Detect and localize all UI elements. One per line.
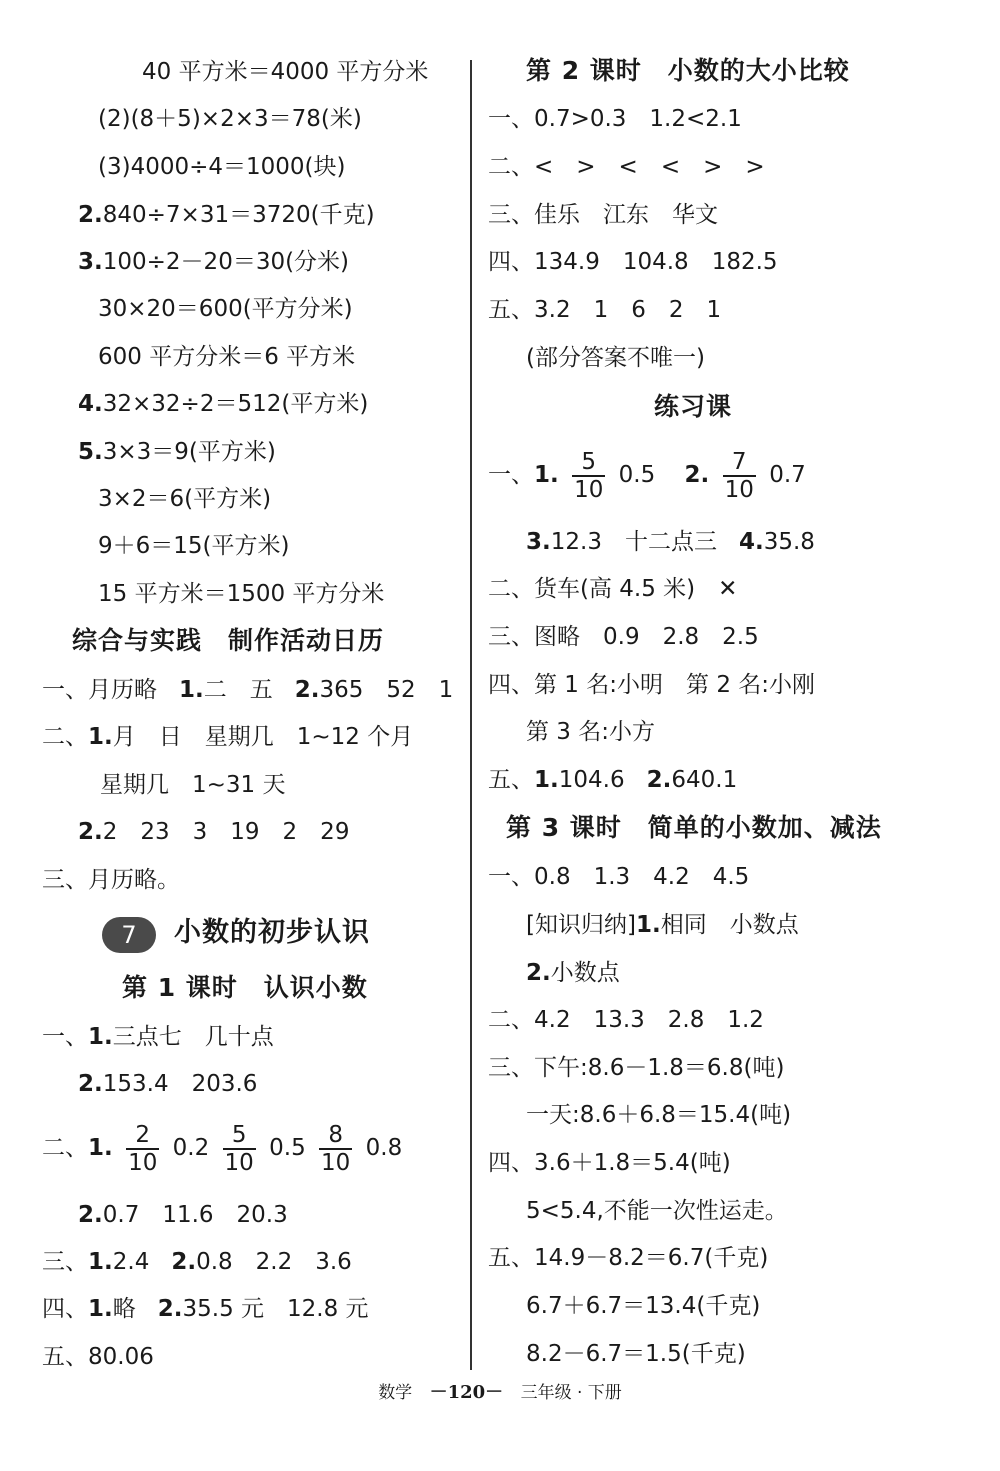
answer-line: 星期几 1~31 天 — [100, 772, 286, 798]
answer-line: 二、4.2 13.3 2.8 1.2 — [488, 1007, 764, 1033]
lesson-heading: 第 1 课时 认识小数 — [122, 973, 368, 1002]
answer-line: 40 平方米＝4000 平方分米 — [142, 59, 429, 85]
answer-line: 2.153.4 203.6 — [78, 1071, 258, 1097]
answer-line: 第 3 名:小方 — [526, 719, 656, 745]
section-heading: 综合与实践 制作活动日历 — [72, 626, 385, 655]
answer-line: 8.2－6.7＝1.5(千克) — [526, 1341, 746, 1367]
column-divider — [470, 60, 472, 1370]
answer-line: (部分答案不唯一) — [526, 345, 705, 371]
answer-line: 2.小数点 — [526, 960, 620, 986]
page-number: －120－ — [429, 1382, 504, 1403]
answer-line: 一、月历略 1.二 五 2.365 52 1 — [42, 677, 454, 703]
answer-line: 一天:8.6＋6.8＝15.4(吨) — [526, 1102, 792, 1128]
answer-line: 2.840÷7×31＝3720(千克) — [78, 202, 375, 228]
answer-line: 600 平方分米＝6 平方米 — [98, 344, 356, 370]
answer-line: 15 平方米＝1500 平方分米 — [98, 581, 385, 607]
answer-line: (2)(8＋5)×2×3＝78(米) — [98, 106, 362, 132]
answer-line: 五、80.06 — [42, 1344, 154, 1370]
answer-line: (3)4000÷4＝1000(块) — [98, 154, 346, 180]
section-heading: 练习课 — [654, 392, 733, 421]
answer-line: [知识归纳]1.相同 小数点 — [526, 912, 799, 938]
answer-line: 3.100÷2－20＝30(分米) — [78, 249, 350, 275]
answer-line: 30×20＝600(平方分米) — [98, 296, 353, 322]
answer-line: 二、1.月 日 星期几 1~12 个月 — [42, 724, 414, 750]
fraction: $\frac{2}{10}$ — [128, 1121, 158, 1176]
answer-line: 5.3×3＝9(平方米) — [78, 439, 276, 465]
answer-line: 三、下午:8.6－1.8＝6.8(吨) — [488, 1055, 785, 1081]
answer-line: 4.32×32÷2＝512(平方米) — [78, 391, 369, 417]
fraction: $\frac{7}{10}$ — [724, 448, 754, 503]
answer-line: 3.12.3 十二点三 4.35.8 — [526, 529, 815, 555]
answer-line: 五、1.104.6 2.640.1 — [488, 767, 738, 793]
answer-line: 三、图略 0.9 2.8 2.5 — [488, 624, 759, 650]
page-footer — [0, 1378, 1000, 1404]
answer-line: 3×2＝6(平方米) — [98, 486, 272, 512]
answer-line: 一、0.8 1.3 4.2 4.5 — [488, 864, 750, 890]
answer-line: 四、134.9 104.8 182.5 — [488, 249, 778, 275]
answer-line: 二、< > < < > > — [488, 154, 765, 180]
answer-line: 一、1.三点七 几十点 — [42, 1024, 274, 1050]
answer-line: 五、3.2 1 6 2 1 — [488, 297, 722, 323]
answer-line: 三、佳乐 江东 华文 — [488, 202, 718, 228]
answer-line: 二、1. $\frac{2}{10}$ 0.2 $\frac{5}{10}$ 0.5 $\frac{8}{10}$ 0.8 — [42, 1121, 403, 1176]
answer-line: 一、0.7>0.3 1.2<2.1 — [488, 106, 742, 132]
unit-number-badge: 7 — [102, 917, 156, 953]
answer-line: 6.7＋6.7＝13.4(千克) — [526, 1293, 761, 1319]
unit-title: 7 小数的初步认识 — [102, 913, 370, 954]
answer-line: 2.2 23 3 19 2 29 — [78, 819, 350, 845]
answer-line: 三、1.2.4 2.0.8 2.2 3.6 — [42, 1249, 352, 1275]
answer-line: 二、货车(高 4.5 米) ✕ — [488, 576, 738, 602]
answer-line: 四、3.6＋1.8＝5.4(吨) — [488, 1150, 731, 1176]
answer-line: 一、1. $\frac{5}{10}$ 0.5 2. $\frac{7}{10}$ 0.7 — [488, 448, 806, 503]
answer-line: 四、第 1 名:小明 第 2 名:小刚 — [488, 672, 816, 698]
lesson-heading: 第 2 课时 小数的大小比较 — [526, 56, 850, 85]
lesson-heading: 第 3 课时 简单的小数加、减法 — [506, 813, 882, 842]
answer-line: 五、14.9－8.2＝6.7(千克) — [488, 1245, 769, 1271]
answer-line: 四、1.略 2.35.5 元 12.8 元 — [42, 1296, 369, 1322]
footer-subject: 数学 — [378, 1383, 413, 1403]
answer-line: 5<5.4,不能一次性运走。 — [526, 1198, 788, 1224]
answer-line: 9＋6＝15(平方米) — [98, 533, 290, 559]
answer-line: 三、月历略。 — [42, 867, 180, 893]
answer-line: 2.0.7 11.6 20.3 — [78, 1202, 288, 1228]
fraction: $\frac{5}{10}$ — [224, 1121, 254, 1176]
footer-grade: 三年级 · 下册 — [520, 1383, 622, 1403]
fraction: $\frac{5}{10}$ — [574, 448, 604, 503]
fraction: $\frac{8}{10}$ — [321, 1121, 351, 1176]
